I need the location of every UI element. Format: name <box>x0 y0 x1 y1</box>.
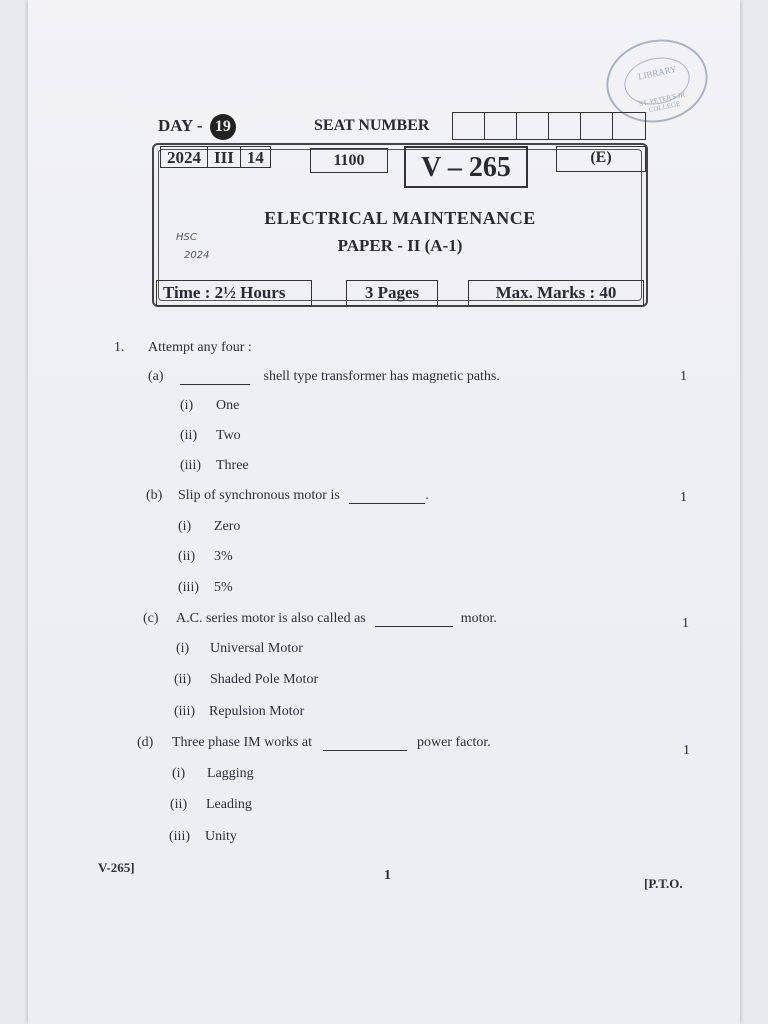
answer-blank <box>180 372 250 385</box>
part-b-option-text: 3% <box>214 549 233 564</box>
exam-month: III <box>208 146 241 168</box>
part-b-text-after: . <box>425 488 429 503</box>
part-c-marks: 1 <box>682 616 689 631</box>
medium-code: (E) <box>556 146 646 172</box>
part-d-option-label: (i) <box>172 766 186 781</box>
part-c-question <box>176 611 497 627</box>
part-a-option-label: (i) <box>180 398 194 413</box>
part-d-label: (d) <box>137 735 154 750</box>
footer-paper-code: V-265] <box>98 860 135 875</box>
seat-box <box>549 113 581 139</box>
part-d-text-before: Three phase IM works at <box>172 735 312 750</box>
part-c-option-text: Repulsion Motor <box>209 704 305 719</box>
part-a-option-label: (iii) <box>180 458 201 473</box>
part-d-option-label: (iii) <box>169 829 190 844</box>
part-a-option-label: (ii) <box>180 428 198 443</box>
answer-blank <box>323 738 407 751</box>
part-c-option-text: Shaded Pole Motor <box>210 672 319 687</box>
part-b-option-text: 5% <box>214 580 233 595</box>
part-a-option-text: Two <box>216 428 241 443</box>
paper-title: PAPER - II (A-1) <box>337 236 463 255</box>
time-allowed: Time : 2½ Hours <box>156 280 312 306</box>
paper-details-bar <box>156 280 644 304</box>
part-b-text-before: Slip of synchronous motor is <box>178 488 340 503</box>
answer-blank <box>349 491 425 504</box>
part-d-option-label: (ii) <box>170 797 188 812</box>
footer-pto: [P.T.O. <box>644 876 683 891</box>
subject-title: ELECTRICAL MAINTENANCE <box>264 208 536 228</box>
part-c-option-label: (ii) <box>174 672 192 687</box>
part-c-option-label: (i) <box>176 641 190 656</box>
part-d-text-after: power factor. <box>416 735 491 750</box>
part-b-option-label: (i) <box>178 519 192 534</box>
part-a-label: (a) <box>148 369 164 384</box>
part-d-option-text: Unity <box>205 829 237 844</box>
part-c-option-label: (iii) <box>174 704 195 719</box>
answer-blank <box>375 614 453 627</box>
part-a-question <box>180 369 500 385</box>
part-c-option-text: Universal Motor <box>210 641 303 656</box>
seat-number-boxes <box>452 112 646 140</box>
part-a-marks: 1 <box>680 369 687 384</box>
part-c-label: (c) <box>143 611 159 626</box>
day-indicator <box>158 114 236 140</box>
stamp-college-name: ST. PETER'S JR. COLLEGE <box>638 90 688 115</box>
part-a-option-text: Three <box>216 458 249 473</box>
part-d-option-text: Leading <box>206 797 252 812</box>
seat-box <box>453 113 485 139</box>
part-b-option-label: (iii) <box>178 580 199 595</box>
seat-box <box>517 113 549 139</box>
exam-year: 2024 <box>160 146 208 168</box>
day-number-badge: 19 <box>210 114 236 140</box>
paper-code: V – 265 <box>404 146 528 188</box>
part-b-label: (b) <box>146 488 163 503</box>
question-instruction: Attempt any four : <box>148 340 252 355</box>
seat-box <box>581 113 613 139</box>
question-number: 1. <box>114 340 125 355</box>
part-a-option-text: One <box>216 398 240 413</box>
stamp-label: LIBRARY <box>637 63 678 82</box>
max-marks: Max. Marks : 40 <box>468 280 644 306</box>
part-d-marks: 1 <box>683 743 690 758</box>
part-a-text: shell type transformer has magnetic paths. <box>263 369 500 384</box>
exam-date: 14 <box>241 146 271 168</box>
page-count: 3 Pages <box>346 280 438 306</box>
part-b-option-text: Zero <box>214 519 241 534</box>
part-b-question <box>178 488 429 504</box>
seat-number-label: SEAT NUMBER <box>314 117 430 134</box>
handwritten-note-line1: HSC <box>176 232 197 243</box>
exam-time-code: 1100 <box>310 148 388 173</box>
handwritten-note-line2: 2024 <box>184 250 210 261</box>
part-d-question <box>172 735 491 751</box>
day-label: DAY - <box>158 115 203 135</box>
part-d-option-text: Lagging <box>207 766 254 781</box>
seat-box <box>485 113 517 139</box>
part-c-text-after: motor. <box>460 611 497 626</box>
exam-date-code <box>160 146 271 168</box>
part-b-marks: 1 <box>680 490 687 505</box>
footer-page-number: 1 <box>384 868 391 883</box>
seat-box <box>613 113 645 139</box>
part-b-option-label: (ii) <box>178 549 196 564</box>
part-c-text-before: A.C. series motor is also called as <box>176 611 366 626</box>
